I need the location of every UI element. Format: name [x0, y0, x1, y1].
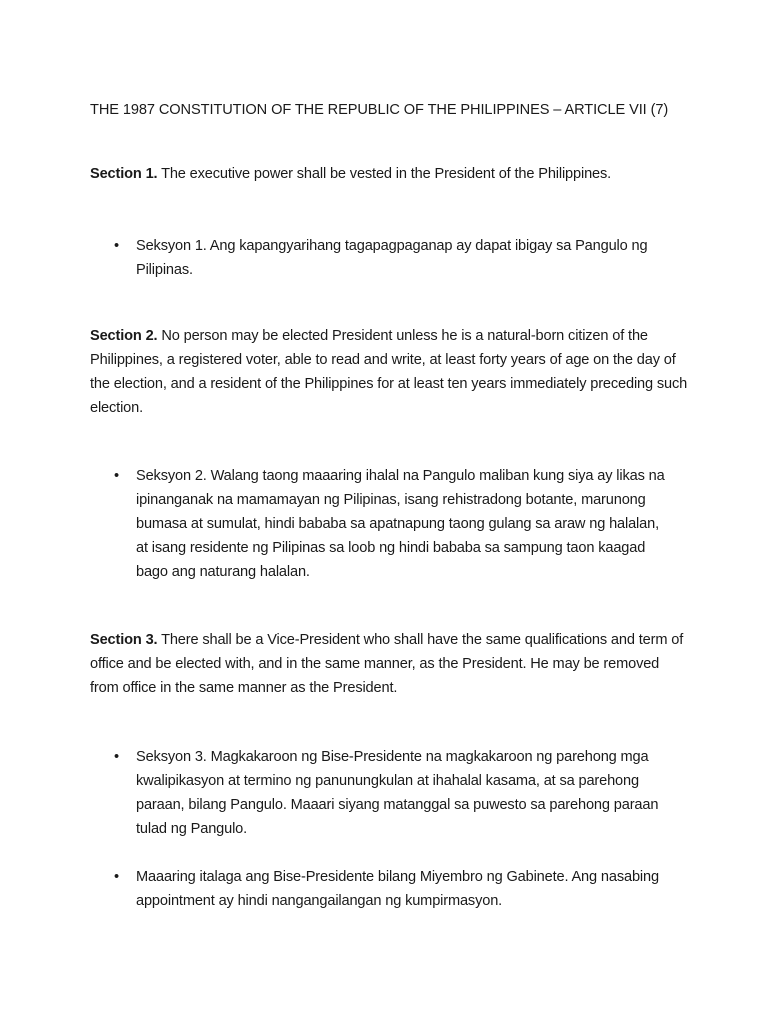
section-2-paragraph [90, 324, 690, 420]
section-3-paragraph [90, 628, 690, 700]
bullet-dot: • [114, 238, 119, 254]
section-1-text: The executive power shall be vested in the President of the Philippines. [157, 166, 612, 182]
bullet-text: Seksyon 2. Walang taong maaaring ihalal na Pangulo maliban kung siya ay likas na ipinanganak na mamamayan ng Pilipinas, isang rehistradong botante, marunong bumasa at sumulat, hindi bababa sa apatnapung taong gulang sa araw ng halalan, at isang residente ng Pilipinas sa loob ng hindi bababa sa sampung taon kaagad bago ang naturang halalan. [136, 468, 665, 580]
bullet-dot: • [114, 749, 119, 765]
bullet-item-gabinete [114, 865, 674, 913]
section-2-text: No person may be elected President unless he is a natural-born citizen of the Philippines, a registered voter, able to read and write, at least forty years of age on the day of the election, and a resident of the Philippines for at least ten years immediately preceding such election. [90, 328, 688, 416]
bullet-dot: • [114, 869, 119, 885]
section-1-paragraph [90, 162, 690, 186]
section-2-label: Section 2. [90, 328, 158, 344]
bullet-item-seksyon-2 [114, 464, 674, 584]
bullet-text: Seksyon 3. Magkakaroon ng Bise-Presidente na magkakaroon ng parehong mga kwalipikasyon at termino ng panunungkulan at ihahalal kasama, at sa parehong paraan, bilang Pangulo. Maaari siyang matanggal sa puwesto sa parehong paraan tulad ng Pangulo. [136, 749, 659, 837]
section-1-label: Section 1. [90, 166, 158, 182]
bullet-item-seksyon-3 [114, 745, 674, 841]
bullet-text: Seksyon 1. Ang kapangyarihang tagapagpaganap ay dapat ibigay sa Pangulo ng Pilipinas. [136, 238, 648, 278]
section-3-text: There shall be a Vice-President who shall have the same qualifications and term of office and be elected with, and in the same manner, as the President. He may be removed from office in the same manner as the President. [90, 632, 684, 696]
bullet-dot: • [114, 468, 119, 484]
bullet-item-seksyon-1 [114, 234, 674, 282]
document-title: THE 1987 CONSTITUTION OF THE REPUBLIC OF THE PHILIPPINES – ARTICLE VII (7) [90, 102, 669, 118]
bullet-text: Maaaring italaga ang Bise-Presidente bilang Miyembro ng Gabinete. Ang nasabing appointment ay hindi nangangailangan ng kumpirmasyon. [136, 869, 659, 909]
section-3-label: Section 3. [90, 632, 158, 648]
